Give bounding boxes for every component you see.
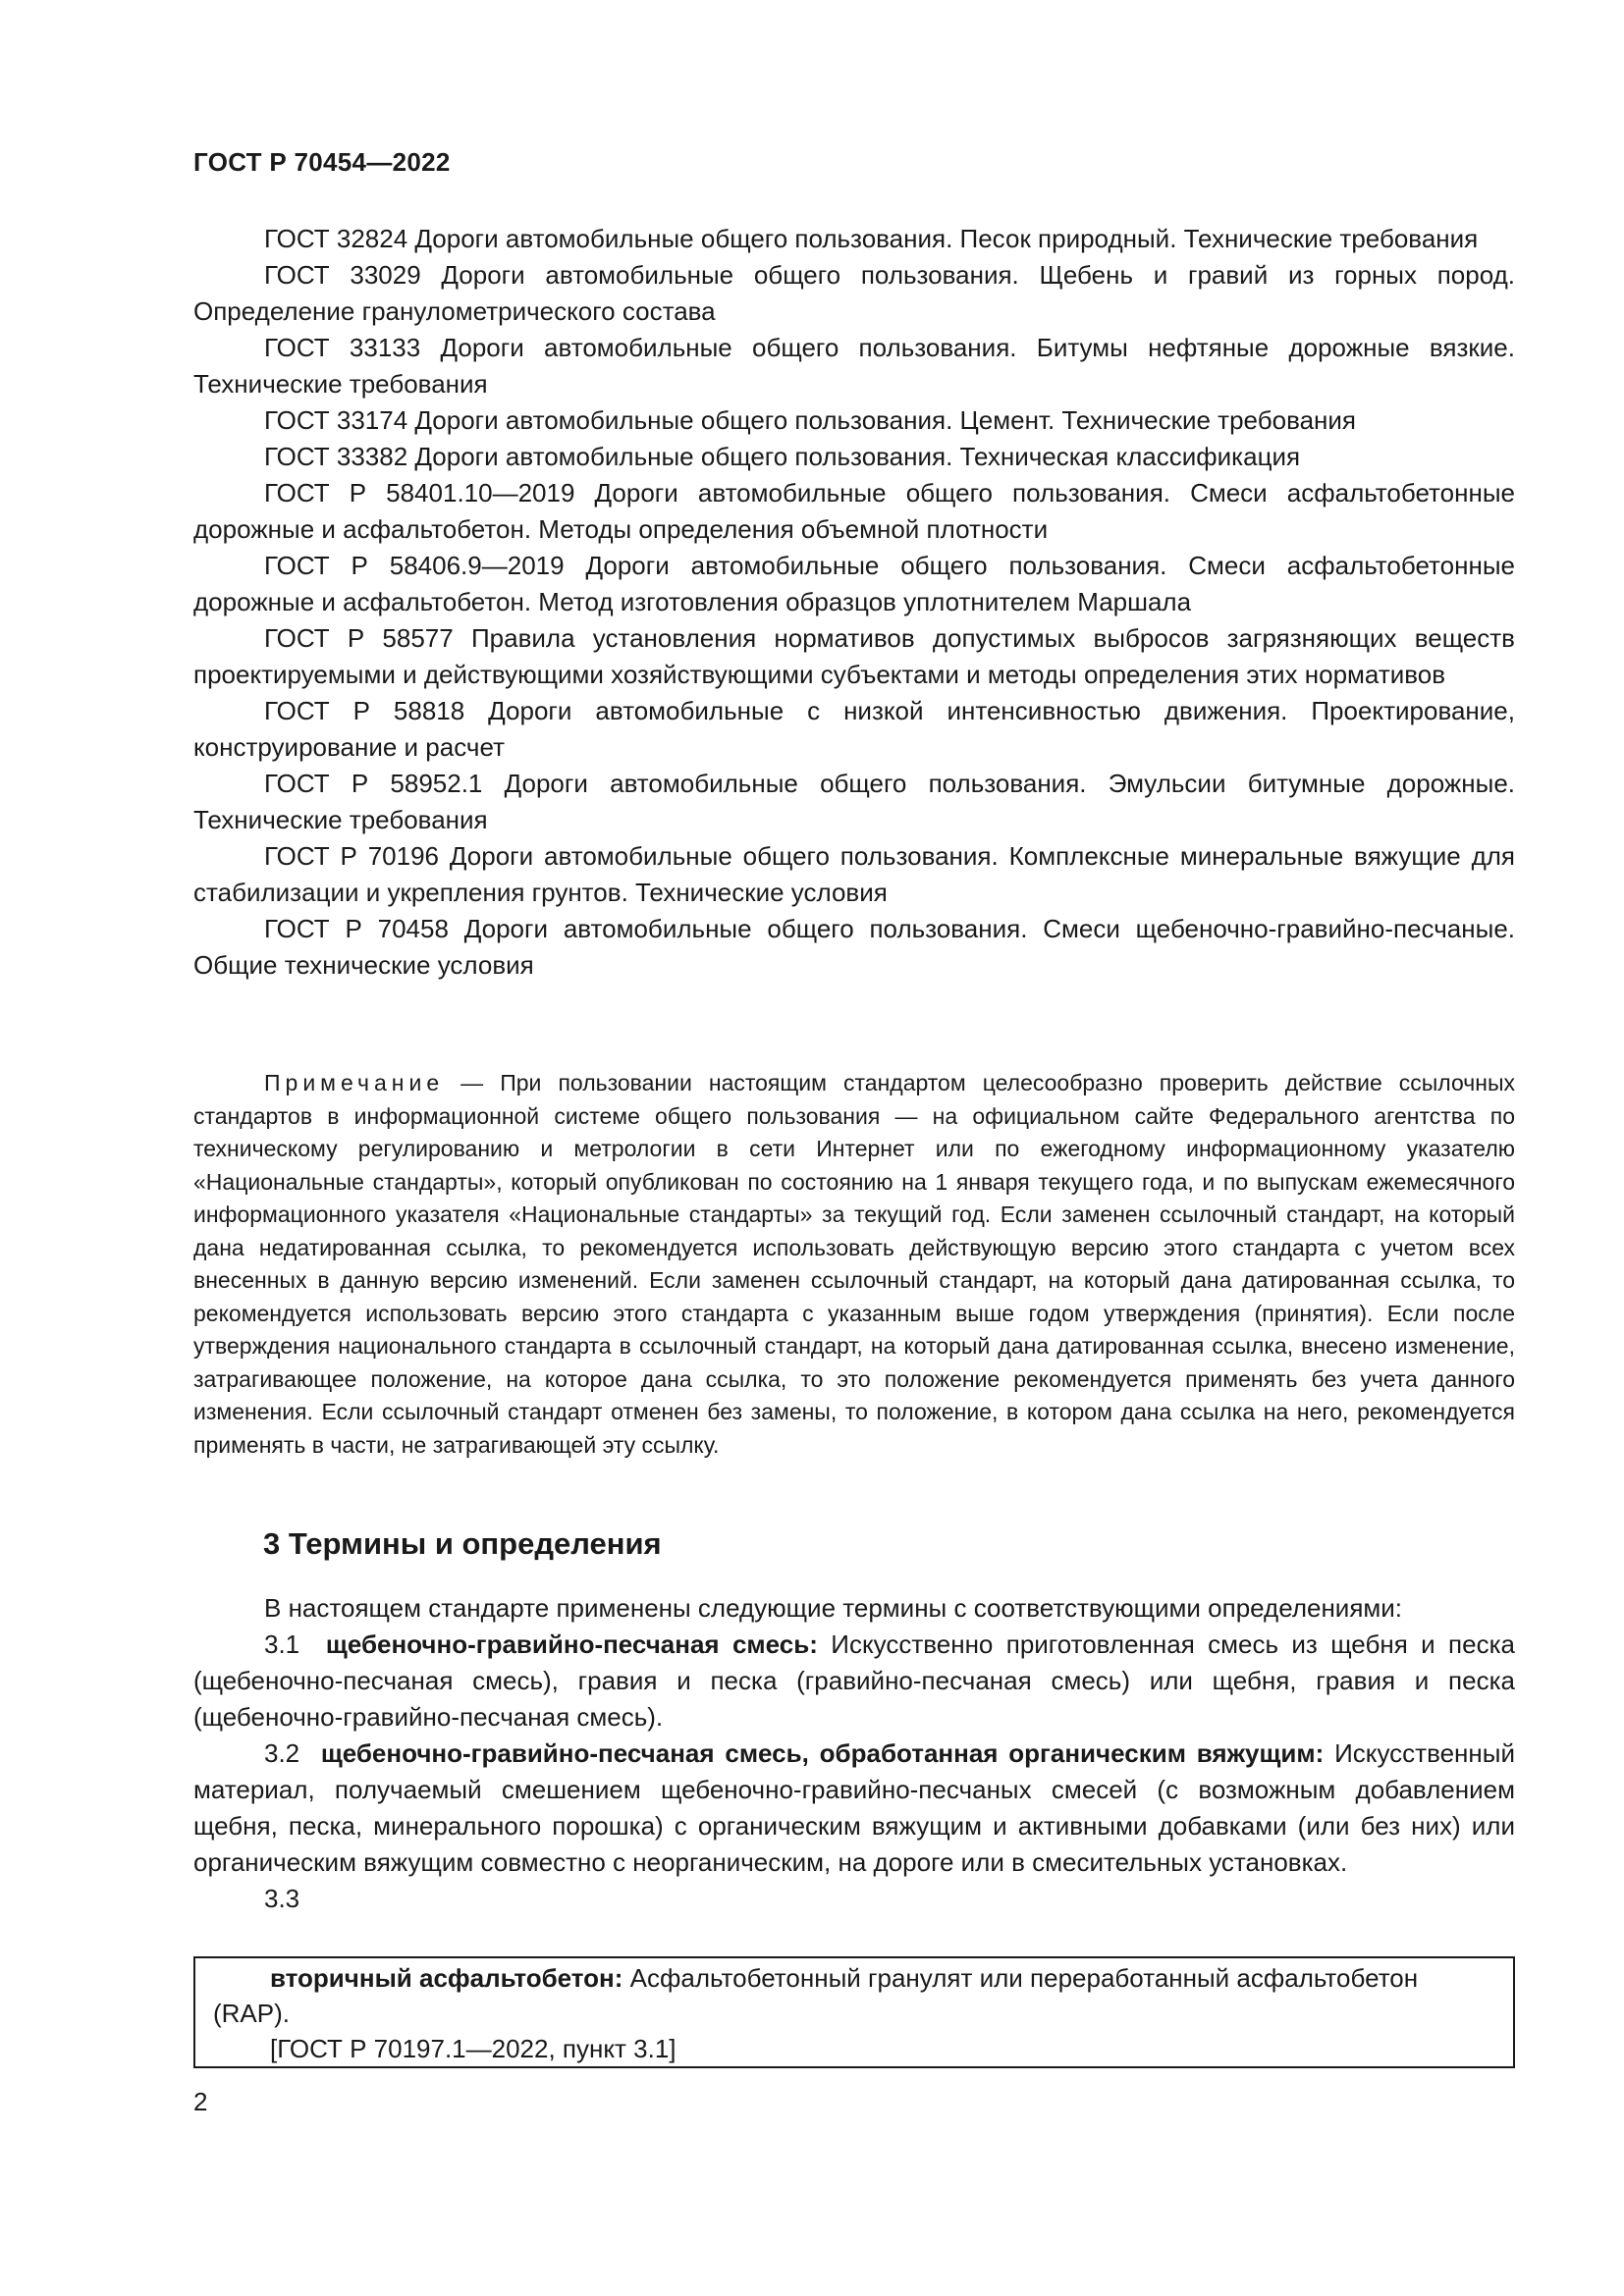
term-entry: [193, 1735, 1515, 1881]
reference-item: ГОСТ 33029 Дороги автомобильные общего пользования. Щебень и гравий из горных пород. Определение гранулометрического состава: [193, 260, 1515, 326]
note-label: Примечание: [264, 1070, 445, 1095]
term-definition: Искусственно приготовленная смесь из щебня и песка (щебеночно-песчаная смесь), гравия и песка (гравийно-песчаная смесь) или щебня, гравия и песка (щебеночно-гравийно-песчаная смесь).: [193, 1629, 1515, 1732]
reference-item: ГОСТ Р 58406.9—2019 Дороги автомобильные общего пользования. Смеси асфальтобетонные дорожные и асфальтобетон. Метод изготовления образцов уплотнителем Маршала: [193, 551, 1515, 616]
reference-item: ГОСТ 33133 Дороги автомобильные общего пользования. Битумы нефтяные дорожные вязкие. Технические требования: [193, 333, 1515, 399]
term-box: [193, 1956, 1515, 2068]
reference-item: ГОСТ Р 58577 Правила установления нормативов допустимых выбросов загрязняющих веществ проектируемыми и действующими хозяйствующими субъектами и методы определения этих нормативов: [193, 623, 1515, 689]
term-number-3-3: 3.3: [264, 1884, 300, 1913]
term-source: [ГОСТ Р 70197.1—2022, пункт 3.1]: [270, 2034, 677, 2063]
terms-intro: В настоящем стандарте применены следующие термины с соответствующими определениями:: [264, 1593, 1403, 1623]
term-number: 3.1: [264, 1629, 300, 1659]
term-definition: Асфальтобетонный гранулят или переработанный асфальтобетон (RAP).: [213, 1963, 1419, 2028]
reference-item: ГОСТ Р 58401.10—2019 Дороги автомобильные общего пользования. Смеси асфальтобетонные дорожные и асфальтобетон. Методы определения объемной плотности: [193, 478, 1515, 544]
term-name: вторичный асфальтобетон:: [270, 1963, 623, 1993]
term-definition: Искусственный материал, получаемый смешением щебеночно-гравийно-песчаных смесей (с возможным добавлением щебня, песка, минерального порошка) с органическим вяжущим и активными добавками (или без них) или органическим вяжущим совместно с неорганическим, на дороге или в смесительных установках.: [193, 1738, 1515, 1877]
reference-item: ГОСТ 32824 Дороги автомобильные общего пользования. Песок природный. Технические требования: [264, 224, 1479, 253]
page-number: 2: [193, 2087, 208, 2116]
term-entry: [193, 1627, 1515, 1735]
section-title: 3 Термины и определения: [263, 1526, 662, 1561]
document-header: ГОСТ Р 70454—2022: [193, 147, 451, 177]
reference-item: ГОСТ Р 70196 Дороги автомобильные общего пользования. Комплексные минеральные вяжущие для стабилизации и укрепления грунтов. Технические условия: [193, 841, 1515, 907]
term-name: щебеночно-гравийно-песчаная смесь:: [325, 1629, 818, 1659]
terms-list: [193, 1590, 1515, 1917]
note-text: — При пользовании настоящим стандартом целесообразно проверить действие ссылочных стандартов в информационной системе общего пользования — на официальном сайте Федерального агентства по техническому регулированию и метрологии в сети Интернет или по ежегодному информационному указателю «Национальные стандарты», который опубликован по состоянию на 1 января текущего года, и по выпускам ежемесячного информационного указателя «Национальные стандарты» за текущий год. Если заменен ссылочный стандарт, на который дана недатированная ссылка, то рекомендуется использовать действующую версию этого стандарта с учетом всех внесенных в данную версию изменений. Если заменен ссылочный стандарт, на который дана датированная ссылка, то рекомендуется использовать версию этого стандарта с указанным выше годом утверждения (принятия). Если после утверждения национального стандарта в ссылочный стандарт, на который дана датированная ссылка, внесено изменение, затрагивающее положение, на которое дана ссылка, то это положение рекомендуется применять без учета данного изменения. Если ссылочный стандарт отменен без замены, то положение, в котором дана ссылка на него, рекомендуется применять в части, не затрагивающей эту ссылку.: [193, 1070, 1515, 1458]
normative-references-list: [193, 221, 1515, 984]
term-number: 3.2: [264, 1738, 300, 1768]
reference-item: ГОСТ Р 70458 Дороги автомобильные общего пользования. Смеси щебеночно-гравийно-песчаные. Общие технические условия: [193, 914, 1515, 980]
reference-item: ГОСТ 33382 Дороги автомобильные общего пользования. Техническая классификация: [264, 442, 1301, 471]
reference-item: ГОСТ Р 58818 Дороги автомобильные с низкой интенсивностью движения. Проектирование, конструирование и расчет: [193, 696, 1515, 762]
reference-item: ГОСТ 33174 Дороги автомобильные общего пользования. Цемент. Технические требования: [264, 405, 1357, 435]
term-name: щебеночно-гравийно-песчаная смесь, обработанная органическим вяжущим:: [320, 1738, 1325, 1768]
reference-item: ГОСТ Р 58952.1 Дороги автомобильные общего пользования. Эмульсии битумные дорожные. Технические требования: [193, 769, 1515, 834]
term-entry-boxed: [213, 1960, 1499, 2031]
reference-note: [193, 1067, 1515, 1462]
